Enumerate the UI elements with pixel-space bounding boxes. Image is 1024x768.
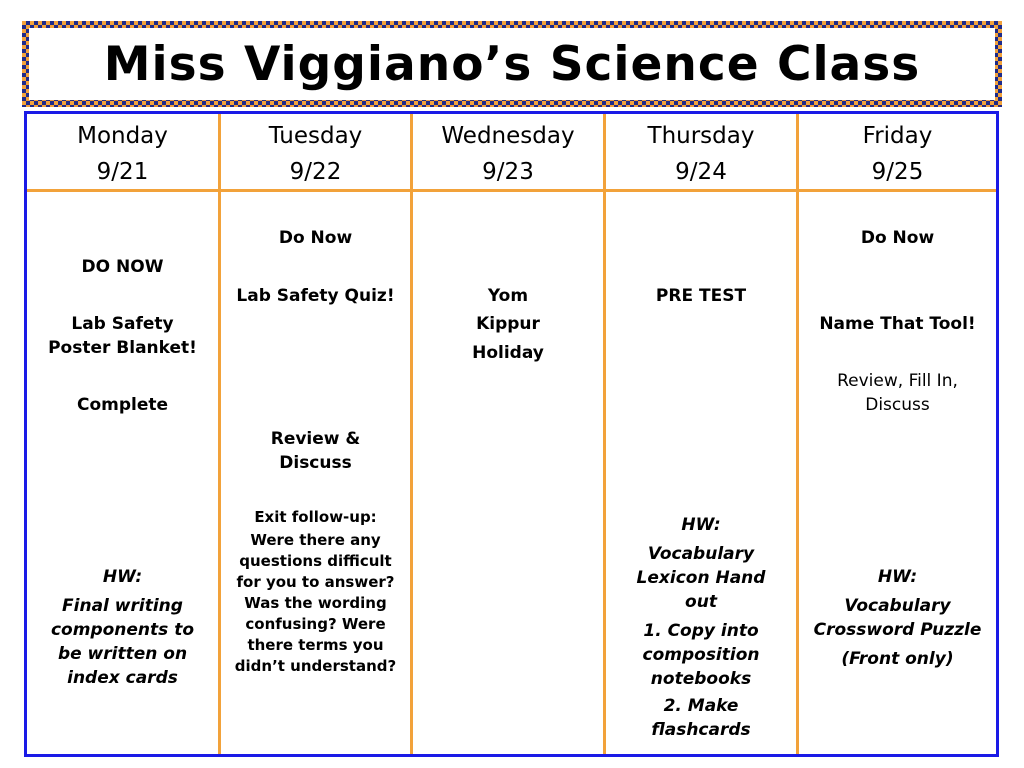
tuesday-do-now: Do Now: [278, 228, 353, 248]
thursday-step-line: flashcards: [651, 720, 751, 740]
friday-hw-line: Vocabulary: [844, 596, 951, 616]
wednesday-line: Holiday: [472, 343, 544, 363]
monday-hw-line: Final writing: [62, 596, 183, 616]
thursday-hw-label: HW:: [681, 515, 721, 535]
tuesday-exit-line: Were there any: [250, 531, 381, 549]
friday-hw-line: (Front only): [841, 649, 954, 669]
monday-do-now: DO NOW: [81, 257, 164, 277]
wednesday-line: Yom: [487, 286, 529, 306]
day-date: 9/23: [482, 159, 534, 185]
tuesday-exit-line: there terms you: [247, 636, 384, 654]
thursday-hw-line: out: [685, 592, 717, 612]
day-name: Thursday: [647, 123, 755, 149]
tuesday-review-line: Discuss: [279, 453, 352, 473]
column-tuesday: [221, 114, 410, 754]
day-name: Wednesday: [441, 123, 575, 149]
column-wednesday: [413, 114, 603, 754]
thursday-step-line: notebooks: [650, 669, 752, 689]
monday-complete: Complete: [76, 395, 169, 415]
friday-hw-label: HW:: [877, 567, 918, 587]
column-thursday: [606, 114, 796, 754]
day-name: Monday: [77, 123, 168, 149]
tuesday-exit-line: for you to answer?: [236, 573, 395, 591]
friday-review-line: Discuss: [865, 395, 930, 415]
friday-do-now: Do Now: [860, 228, 935, 248]
day-header-monday: [27, 114, 218, 189]
column-friday: [799, 114, 996, 754]
tuesday-exit-line: confusing? Were: [245, 615, 386, 633]
day-date: 9/24: [675, 159, 727, 185]
tuesday-review-line: Review &: [270, 429, 361, 449]
wednesday-line: Kippur: [476, 314, 540, 334]
monday-activity-line: Lab Safety: [71, 314, 174, 334]
monday-hw-line: be written on: [57, 644, 188, 664]
title-banner: [22, 21, 1002, 107]
friday-review-line: Review, Fill In,: [837, 371, 958, 391]
day-header-tuesday: [221, 114, 410, 189]
day-header-friday: [799, 114, 996, 189]
monday-hw-label: HW:: [102, 567, 143, 587]
tuesday-quiz: Lab Safety Quiz!: [236, 286, 395, 306]
thursday-step-line: 1. Copy into: [643, 621, 759, 641]
day-header-wednesday: [413, 114, 603, 189]
thursday-hw-line: Vocabulary: [647, 544, 755, 564]
thursday-hw-line: Lexicon Hand: [636, 568, 766, 588]
tuesday-exit-line: questions difficult: [239, 552, 392, 570]
day-date: 9/21: [96, 159, 149, 185]
day-name: Tuesday: [268, 123, 363, 149]
thursday-pretest: PRE TEST: [655, 286, 747, 306]
friday-activity: Name That Tool!: [819, 314, 976, 334]
monday-hw-line: components to: [50, 620, 195, 640]
monday-hw-line: index cards: [67, 668, 178, 688]
tuesday-exit-line: Was the wording: [244, 594, 387, 612]
tuesday-exit-line: didn’t understand?: [234, 657, 397, 675]
title-box: [29, 28, 995, 100]
page-title: Miss Viggiano’s Science Class: [103, 36, 921, 92]
day-header-thursday: [606, 114, 796, 189]
thursday-step-line: 2. Make: [663, 696, 739, 716]
tuesday-exit-label: Exit follow-up:: [254, 508, 377, 526]
weekly-schedule-table: [24, 111, 999, 757]
thursday-step-line: composition: [642, 645, 760, 665]
day-date: 9/22: [289, 159, 342, 185]
monday-activity-line: Poster Blanket!: [48, 338, 197, 358]
day-name: Friday: [862, 123, 933, 149]
day-date: 9/25: [871, 159, 924, 185]
column-monday: [27, 114, 218, 754]
friday-hw-line: Crossword Puzzle: [813, 620, 982, 640]
